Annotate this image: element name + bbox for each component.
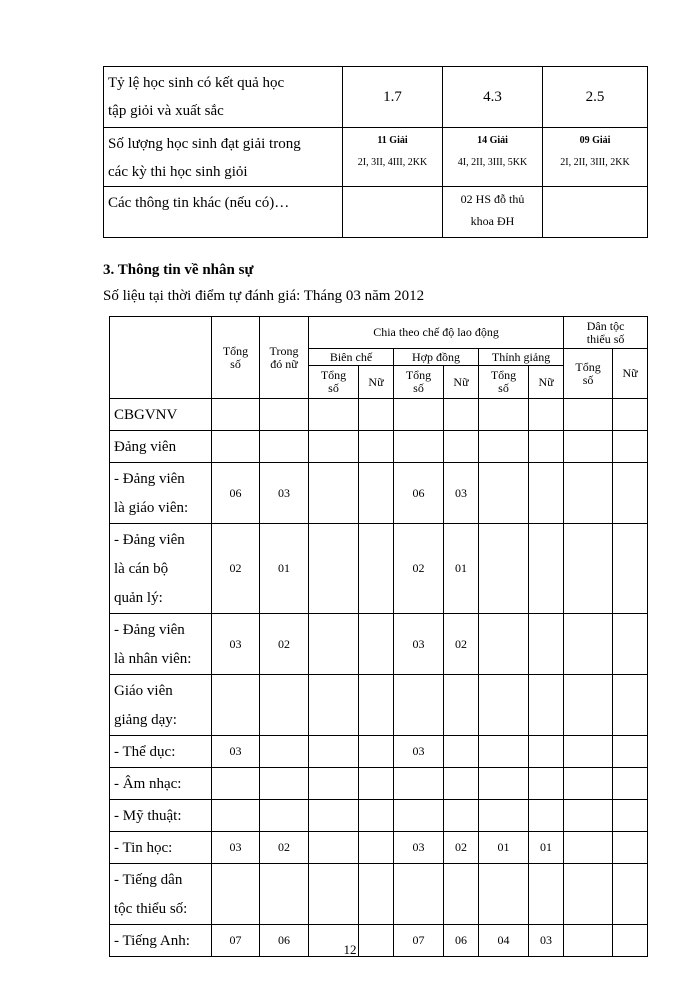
value-cell [613, 736, 648, 768]
value-cell [479, 864, 529, 925]
value-cell: 02 [444, 614, 479, 675]
value-cell: 07 [394, 925, 444, 957]
value-cell [613, 399, 648, 431]
value-cell [260, 431, 309, 463]
value-cell [564, 675, 613, 736]
value-cell [479, 675, 529, 736]
value-cell [529, 675, 564, 736]
value-cell [212, 675, 260, 736]
value-cell [613, 524, 648, 614]
value-cell: 02 [212, 524, 260, 614]
row-label: Số lượng học sinh đạt giải trong các kỳ thi học sinh giỏi [104, 128, 343, 187]
value-cell [479, 736, 529, 768]
table-row [110, 736, 648, 768]
value-cell: 06 [394, 463, 444, 524]
value-cell [444, 864, 479, 925]
value-cell [479, 463, 529, 524]
header-blank [110, 317, 212, 399]
value-cell [479, 431, 529, 463]
row-label: - Tiếng Anh: [110, 925, 212, 957]
value-cell: 07 [212, 925, 260, 957]
table-row [104, 187, 648, 238]
value-cell [529, 431, 564, 463]
value-cell [479, 768, 529, 800]
value-cell [564, 463, 613, 524]
table-row [110, 399, 648, 431]
value-cell [359, 614, 394, 675]
value-cell: 03 [444, 463, 479, 524]
value-cell [212, 768, 260, 800]
row-label: - Âm nhạc: [110, 768, 212, 800]
value-cell [359, 675, 394, 736]
value-cell [613, 431, 648, 463]
header-sub-female: Nữ [529, 366, 564, 399]
value-cell [529, 524, 564, 614]
value-cell: 1.7 [343, 67, 443, 128]
value-cell [564, 832, 613, 864]
value-cell [260, 736, 309, 768]
value-cell: 01 [444, 524, 479, 614]
award-cell [543, 128, 648, 187]
row-label: - Đảng viên là giáo viên: [110, 463, 212, 524]
table-row [110, 614, 648, 675]
value-cell [309, 736, 359, 768]
value-cell: 02 [260, 832, 309, 864]
value-cell [212, 800, 260, 832]
value-cell [613, 832, 648, 864]
value-cell [613, 463, 648, 524]
header-sub-female: Nữ [444, 366, 479, 399]
value-cell [260, 864, 309, 925]
page-number: 12 [343, 942, 357, 957]
value-cell [394, 675, 444, 736]
value-cell [260, 768, 309, 800]
value-cell [564, 524, 613, 614]
value-cell [529, 864, 564, 925]
value-cell [359, 768, 394, 800]
value-cell [359, 524, 394, 614]
value-cell: 03 [529, 925, 564, 957]
value-cell [529, 800, 564, 832]
table-row [110, 524, 648, 614]
value-cell [309, 399, 359, 431]
value-cell [359, 832, 394, 864]
header-thinh-giang: Thỉnh giảng [479, 349, 564, 366]
value-cell [444, 736, 479, 768]
value-cell [309, 864, 359, 925]
value-cell: 06 [212, 463, 260, 524]
value-cell [479, 800, 529, 832]
header-female: Trong đó nữ [260, 317, 309, 399]
value-cell [564, 864, 613, 925]
header-sub-total: Tổng số [309, 366, 359, 399]
award-title: 14 Giải [477, 135, 508, 146]
value-cell: 03 [394, 614, 444, 675]
staff-table [109, 316, 648, 957]
value-cell [529, 736, 564, 768]
table-row [110, 675, 648, 736]
header-ethnic: Dân tộc thiểu số [564, 317, 648, 349]
value-cell: 06 [260, 925, 309, 957]
value-cell [613, 800, 648, 832]
value-cell [394, 399, 444, 431]
value-cell: 03 [212, 832, 260, 864]
note-cell: 02 HS đỗ thủ khoa ĐH [443, 187, 543, 238]
staff-table-body [110, 399, 648, 957]
value-cell [359, 864, 394, 925]
award-cell [343, 128, 443, 187]
row-label: - Tiếng dân tộc thiểu số: [110, 864, 212, 925]
value-cell: 02 [444, 832, 479, 864]
value-cell [309, 832, 359, 864]
header-ethnic-total: Tổng số [564, 349, 613, 399]
value-cell [260, 675, 309, 736]
value-cell [394, 431, 444, 463]
value-cell [564, 800, 613, 832]
value-cell [529, 399, 564, 431]
value-cell: 03 [394, 736, 444, 768]
value-cell [394, 768, 444, 800]
award-cell [443, 128, 543, 187]
value-cell [444, 800, 479, 832]
award-detail: 2I, 3II, 4III, 2KK [357, 157, 428, 168]
value-cell: 02 [394, 524, 444, 614]
value-cell [359, 431, 394, 463]
value-cell [444, 768, 479, 800]
table-row [110, 768, 648, 800]
value-cell [529, 463, 564, 524]
header-sub-female: Nữ [359, 366, 394, 399]
section-subtitle: Số liệu tại thời điểm tự đánh giá: Tháng 03 năm 2012 [103, 288, 425, 304]
value-cell [613, 675, 648, 736]
header-bien-che: Biên chế [309, 349, 394, 366]
value-cell: 03 [394, 832, 444, 864]
award-title: 11 Giải [377, 135, 408, 146]
value-cell: 2.5 [543, 67, 648, 128]
value-cell [309, 675, 359, 736]
row-label: - Thể dục: [110, 736, 212, 768]
award-title: 09 Giải [579, 135, 611, 146]
row-label: Các thông tin khác (nếu có)… [104, 187, 343, 238]
row-label: Tỷ lệ học sinh có kết quả học tập giỏi và xuất sắc [104, 67, 343, 128]
results-table [103, 66, 648, 238]
value-cell [394, 800, 444, 832]
row-label: - Mỹ thuật: [110, 800, 212, 832]
value-cell [444, 675, 479, 736]
value-cell [444, 399, 479, 431]
header-ethnic-female: Nữ [613, 349, 648, 399]
table-row [110, 800, 648, 832]
value-cell [479, 614, 529, 675]
value-cell [564, 431, 613, 463]
value-cell [444, 431, 479, 463]
value-cell [309, 524, 359, 614]
value-cell: 04 [479, 925, 529, 957]
value-cell: 03 [212, 614, 260, 675]
value-cell: 01 [260, 524, 309, 614]
value-cell [529, 768, 564, 800]
header-total: Tổng số [212, 317, 260, 399]
row-label: - Tin học: [110, 832, 212, 864]
value-cell [613, 614, 648, 675]
row-label: - Đảng viên là nhân viên: [110, 614, 212, 675]
value-cell [479, 399, 529, 431]
header-hop-dong: Hợp đồng [394, 349, 479, 366]
value-cell: 03 [260, 463, 309, 524]
row-label: Giáo viên giảng dạy: [110, 675, 212, 736]
value-cell: 01 [479, 832, 529, 864]
table-row [104, 67, 648, 128]
row-label: - Đảng viên là cán bộ quản lý: [110, 524, 212, 614]
value-cell: 4.3 [443, 67, 543, 128]
value-cell [564, 399, 613, 431]
value-cell [260, 800, 309, 832]
table-row [110, 463, 648, 524]
value-cell: 02 [260, 614, 309, 675]
value-cell: 03 [212, 736, 260, 768]
value-cell [479, 524, 529, 614]
value-cell [613, 864, 648, 925]
header-sub-total: Tổng số [479, 366, 529, 399]
row-label: Đảng viên [110, 431, 212, 463]
value-cell [212, 864, 260, 925]
value-cell [394, 864, 444, 925]
row-label: CBGVNV [110, 399, 212, 431]
value-cell [359, 463, 394, 524]
value-cell [359, 736, 394, 768]
header-row [110, 317, 648, 349]
header-labor-group: Chia theo chế độ lao động [309, 317, 564, 349]
value-cell [529, 614, 564, 675]
value-cell [564, 768, 613, 800]
value-cell [309, 768, 359, 800]
award-detail: 4I, 2II, 3III, 5KK [457, 157, 528, 168]
table-row [104, 128, 648, 187]
table-row [110, 431, 648, 463]
value-cell [260, 399, 309, 431]
value-cell [309, 431, 359, 463]
value-cell [309, 463, 359, 524]
value-cell [212, 431, 260, 463]
value-cell [564, 614, 613, 675]
table-row [110, 864, 648, 925]
value-cell: 06 [444, 925, 479, 957]
value-cell [359, 399, 394, 431]
section-title: 3. Thông tin về nhân sự [103, 262, 254, 278]
award-detail: 2I, 2II, 3III, 2KK [560, 157, 630, 168]
header-sub-total: Tổng số [394, 366, 444, 399]
value-cell [564, 736, 613, 768]
value-cell [359, 800, 394, 832]
value-cell [613, 768, 648, 800]
value-cell [309, 800, 359, 832]
value-cell: 01 [529, 832, 564, 864]
value-cell [212, 399, 260, 431]
empty-cell [343, 187, 443, 238]
table-row [110, 832, 648, 864]
value-cell [309, 614, 359, 675]
empty-cell [543, 187, 648, 238]
